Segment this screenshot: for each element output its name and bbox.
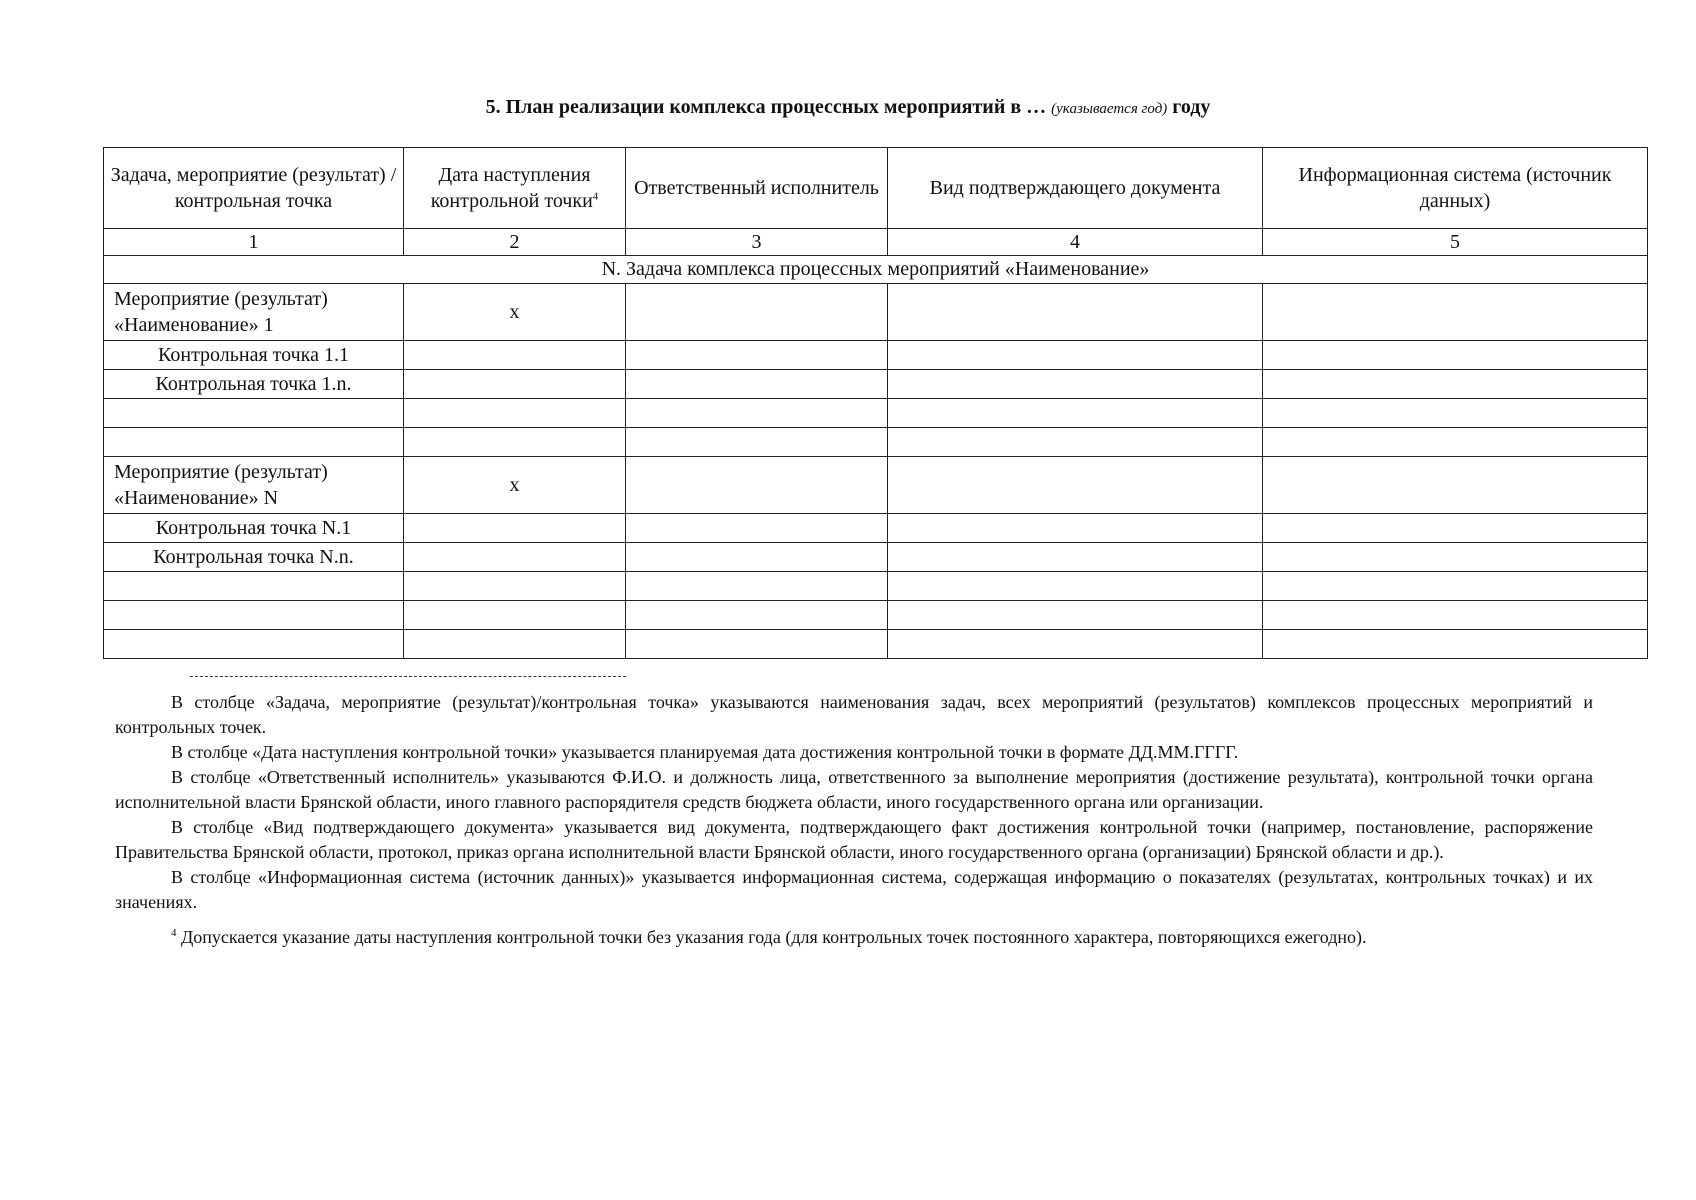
empty-cell <box>626 284 888 341</box>
title-year-note: (указывается год) <box>1051 101 1168 117</box>
empty-cell <box>888 630 1263 659</box>
empty-cell <box>404 514 626 543</box>
control-point-row <box>104 514 1648 543</box>
empty-cell <box>888 457 1263 514</box>
blank-row <box>104 630 1648 659</box>
measure-name-cell: Мероприятие (результат) «Наименование» 1 <box>104 284 404 341</box>
task-row <box>104 256 1648 284</box>
empty-cell <box>1263 543 1648 572</box>
empty-cell <box>404 572 626 601</box>
empty-cell <box>404 370 626 399</box>
empty-cell <box>888 514 1263 543</box>
empty-cell <box>626 601 888 630</box>
empty-cell <box>104 399 404 428</box>
measure-date-cell: x <box>404 284 626 341</box>
empty-cell <box>404 630 626 659</box>
header-cell-task: Задача, мероприятие (результат) / контрольная точка <box>104 148 404 229</box>
empty-cell <box>1263 572 1648 601</box>
column-number-row <box>104 229 1648 256</box>
header-cell-date <box>404 148 626 229</box>
blank-row <box>104 428 1648 457</box>
title-tail: году <box>1172 96 1211 118</box>
blank-row <box>104 572 1648 601</box>
empty-cell <box>404 341 626 370</box>
task-row-cell: N. Задача комплекса процессных мероприятий «Наименование» <box>104 256 1648 284</box>
empty-cell <box>888 543 1263 572</box>
column-notes <box>115 690 1593 950</box>
empty-cell <box>404 601 626 630</box>
document-title <box>0 96 1696 119</box>
empty-cell <box>1263 428 1648 457</box>
footnote-text: Допускается указание даты наступления контрольной точки без указания года (для контрольных точек постоянного характера, повторяющихся ежегодно). <box>181 927 1367 947</box>
note-paragraph: В столбце «Дата наступления контрольной точки» указывается планируемая дата достижения контрольной точки в формате ДД.ММ.ГГГГ. <box>171 742 1239 762</box>
empty-cell <box>626 341 888 370</box>
empty-cell <box>888 601 1263 630</box>
empty-cell <box>626 399 888 428</box>
empty-cell <box>1263 514 1648 543</box>
empty-cell <box>1263 370 1648 399</box>
measure-name-cell: Мероприятие (результат) «Наименование» N <box>104 457 404 514</box>
empty-cell <box>1263 341 1648 370</box>
empty-cell <box>888 284 1263 341</box>
header-cell-executor: Ответственный исполнитель <box>626 148 888 229</box>
blank-row <box>104 399 1648 428</box>
measure-row-1 <box>104 284 1648 341</box>
control-point-cell: Контрольная точка N.n. <box>104 543 404 572</box>
empty-cell <box>1263 457 1648 514</box>
control-point-cell: Контрольная точка 1.n. <box>104 370 404 399</box>
empty-cell <box>404 399 626 428</box>
footnote <box>115 921 1593 950</box>
header-cell-document: Вид подтверждающего документа <box>888 148 1263 229</box>
empty-cell <box>1263 630 1648 659</box>
control-point-row <box>104 341 1648 370</box>
empty-cell <box>626 457 888 514</box>
footnote-separator <box>190 676 626 677</box>
note-paragraph: В столбце «Вид подтверждающего документа» указывается вид документа, подтверждающего факт достижения контрольной точки (например, постановление, распоряжение Правительства Брянской области, протокол, приказ органа исполнительной власти Брянской области, иного государственного органа (организации) Брянской области и др.). <box>115 817 1593 862</box>
measure-date-cell: x <box>404 457 626 514</box>
column-number: 1 <box>104 229 404 256</box>
column-number: 2 <box>404 229 626 256</box>
empty-cell <box>626 370 888 399</box>
blank-row <box>104 601 1648 630</box>
note-paragraph: В столбце «Ответственный исполнитель» указываются Ф.И.О. и должность лица, ответственного за выполнение мероприятия (достижение результата), контрольной точки органа исполнительной власти Брянской области, иного главного распорядителя средств бюджета области, иного государственного органа или организации. <box>115 767 1593 812</box>
column-number: 4 <box>888 229 1263 256</box>
empty-cell <box>104 630 404 659</box>
note-paragraph: В столбце «Информационная система (источник данных)» указывается информационная система, содержащая информацию о показателях (результатах, контрольных точках) и их значениях. <box>115 867 1593 912</box>
empty-cell <box>1263 399 1648 428</box>
empty-cell <box>1263 601 1648 630</box>
empty-cell <box>404 543 626 572</box>
empty-cell <box>626 428 888 457</box>
header-date-label: Дата наступления контрольной точки <box>430 164 593 212</box>
empty-cell <box>104 572 404 601</box>
empty-cell <box>888 572 1263 601</box>
control-point-row <box>104 370 1648 399</box>
empty-cell <box>626 514 888 543</box>
header-footnote-mark: 4 <box>592 190 599 203</box>
title-main: 5. План реализации комплекса процессных мероприятий в … <box>485 96 1047 118</box>
control-point-cell: Контрольная точка N.1 <box>104 514 404 543</box>
header-row <box>104 148 1648 229</box>
empty-cell <box>888 370 1263 399</box>
footnote-mark: 4 <box>171 927 177 939</box>
empty-cell <box>888 428 1263 457</box>
empty-cell <box>888 399 1263 428</box>
empty-cell <box>888 341 1263 370</box>
empty-cell <box>1263 284 1648 341</box>
note-paragraph: В столбце «Задача, мероприятие (результат)/контрольная точка» указываются наименования задач, всех мероприятий (результатов) комплексов процессных мероприятий и контрольных точек. <box>115 692 1593 737</box>
empty-cell <box>626 543 888 572</box>
empty-cell <box>626 630 888 659</box>
column-number: 3 <box>626 229 888 256</box>
empty-cell <box>104 601 404 630</box>
control-point-cell: Контрольная точка 1.1 <box>104 341 404 370</box>
plan-table <box>103 147 1648 659</box>
empty-cell <box>626 572 888 601</box>
column-number: 5 <box>1263 229 1648 256</box>
measure-row-n <box>104 457 1648 514</box>
empty-cell <box>404 428 626 457</box>
empty-cell <box>104 428 404 457</box>
header-cell-info-system: Информационная система (источник данных) <box>1263 148 1648 229</box>
control-point-row <box>104 543 1648 572</box>
